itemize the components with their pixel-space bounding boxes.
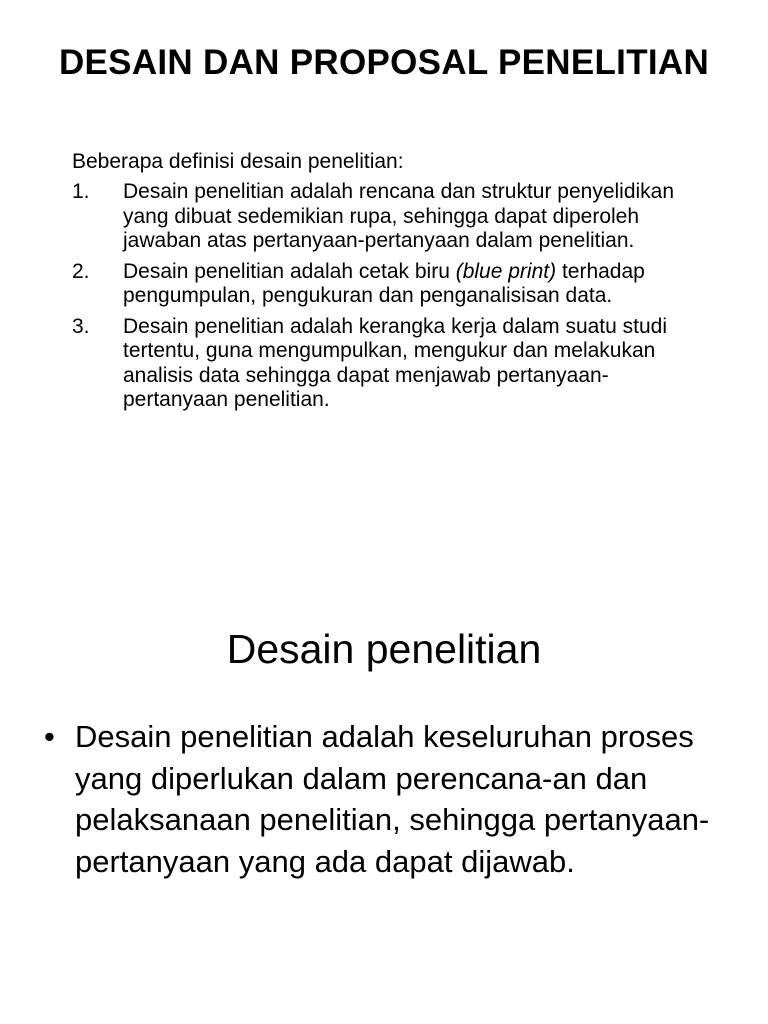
definition-item: [72, 260, 712, 309]
definition-item: [72, 180, 712, 254]
bullet-icon: •: [44, 719, 55, 754]
definition-text: [123, 260, 712, 309]
blue-print-italic: (blue print): [455, 259, 557, 283]
intro-text: Beberapa definisi desain penelitian:: [72, 150, 404, 173]
definition-item: [72, 315, 712, 413]
bullet-item: [44, 716, 734, 882]
definition-list: [72, 180, 712, 419]
definition-text: Desain penelitian adalah rencana dan struktur penyelidikan yang dibuat sedemikian rupa, sehingga dapat diperoleh jawaban atas pertanyaan-pertanyaan dalam penelitian.: [123, 180, 675, 252]
slide-title: DESAIN DAN PROPOSAL PENELITIAN: [58, 43, 710, 82]
slide-title: Desain penelitian: [226, 626, 542, 672]
definition-number: 1.: [72, 180, 90, 203]
definition-number: 3.: [72, 314, 90, 338]
definition-number: 2.: [72, 259, 90, 283]
definition-text-part: Desain penelitian adalah cetak biru: [123, 259, 456, 283]
definition-text-part: terhadap pengumpulan, pengukuran dan penganalisisan data.: [123, 259, 645, 307]
definition-text: Desain penelitian adalah kerangka kerja dalam suatu studi tertentu, guna mengumpulkan, mengukur dan melakukan analisis data sehingga dapat menjawab pertanyaan-pertanyaan penelitian.: [123, 314, 668, 411]
slide-desain-penelitian: [0, 512, 768, 1024]
bullet-text: Desain penelitian adalah keseluruhan proses yang diperlukan dalam perencana-an dan pelaksanaan penelitian, sehingga pertanyaan-pertanyaan yang ada dapat dijawab.: [75, 719, 710, 879]
